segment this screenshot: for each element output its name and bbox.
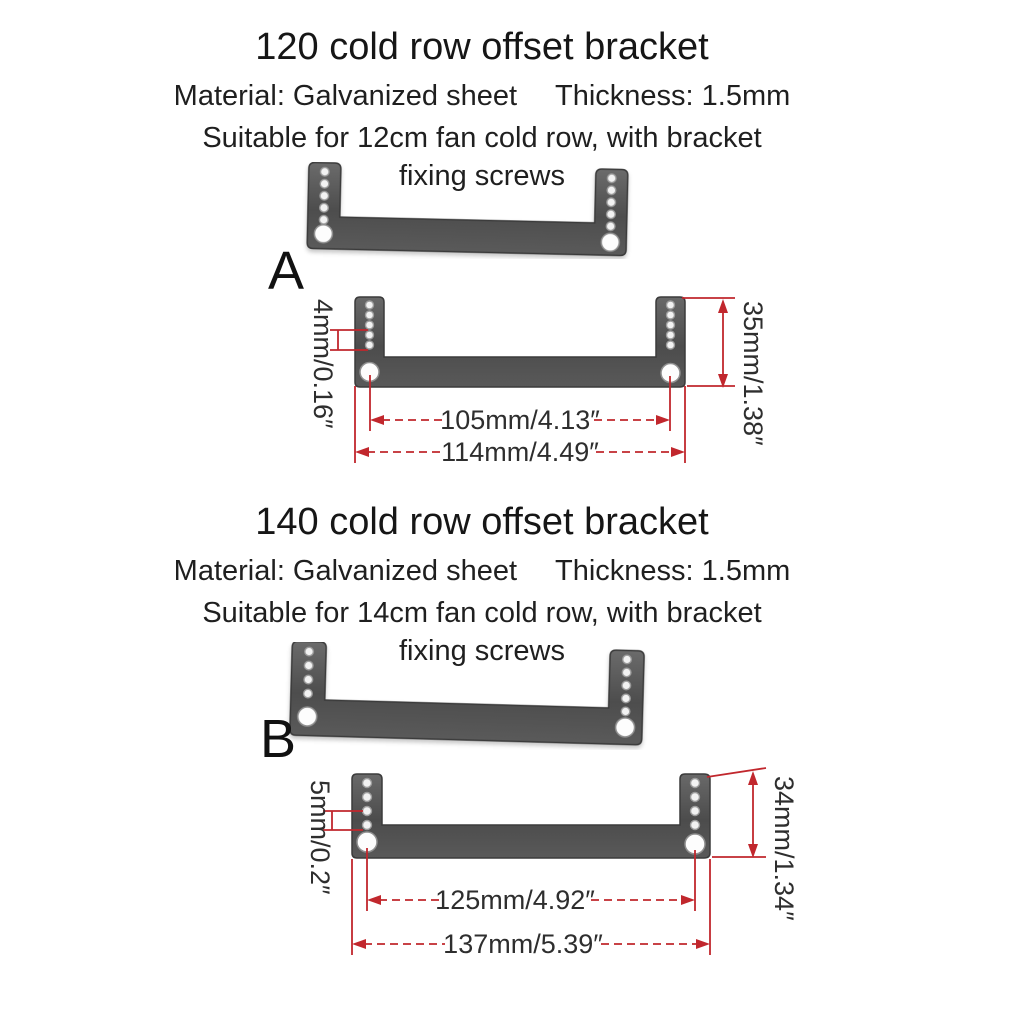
hole-span-dim-label: 125mm/4.92″ bbox=[435, 885, 595, 915]
suitability-text-140: Suitable for 14cm fan cold row, with bracket bbox=[202, 597, 762, 629]
bracket-shape-group bbox=[307, 162, 628, 255]
small-holes bbox=[366, 301, 675, 349]
bracket-photo-a bbox=[300, 162, 635, 259]
small-holes bbox=[363, 779, 700, 830]
bracket-shape bbox=[307, 162, 628, 255]
hole-span-dim-label: 105mm/4.13″ bbox=[440, 405, 600, 435]
hole-pitch-dim-label: 5mm/0.2″ bbox=[305, 780, 335, 895]
overall-width-dim-label: 114mm/4.49″ bbox=[441, 437, 599, 467]
bracket-shape bbox=[355, 297, 685, 387]
section-title-140: 140 cold row offset bracket bbox=[255, 501, 709, 543]
bracket-shape bbox=[290, 642, 644, 745]
height-dim-label: 35mm/1.38″ bbox=[738, 301, 768, 446]
bracket-shape bbox=[352, 774, 710, 858]
thickness-spec: Thickness: 1.5mm bbox=[555, 555, 791, 587]
bracket-shape-group bbox=[290, 642, 644, 745]
spec-line-120 bbox=[0, 80, 964, 113]
material-spec: Material: Galvanized sheet bbox=[173, 80, 518, 112]
thickness-spec: Thickness: 1.5mm bbox=[555, 80, 791, 112]
dimension-diagram-b bbox=[275, 758, 820, 975]
material-spec: Material: Galvanized sheet bbox=[173, 555, 518, 587]
section-title-120: 120 cold row offset bracket bbox=[255, 26, 709, 68]
variant-label-b: B bbox=[260, 709, 297, 769]
height-dim-label: 34mm/1.34″ bbox=[769, 776, 799, 921]
spec-line-140 bbox=[0, 555, 964, 588]
suitability-text-120: Suitable for 12cm fan cold row, with bracket bbox=[202, 122, 762, 154]
bracket-photo-b bbox=[283, 642, 651, 750]
suitability-text-140-cont: fixing screws bbox=[399, 635, 565, 667]
suitability-text-120-cont: fixing screws bbox=[399, 160, 565, 192]
overall-width-dim-label: 137mm/5.39″ bbox=[443, 929, 603, 959]
variant-label-a: A bbox=[268, 241, 305, 301]
hole-pitch-dim-label: 4mm/0.16″ bbox=[308, 299, 338, 429]
dimension-diagram-a bbox=[280, 283, 780, 475]
